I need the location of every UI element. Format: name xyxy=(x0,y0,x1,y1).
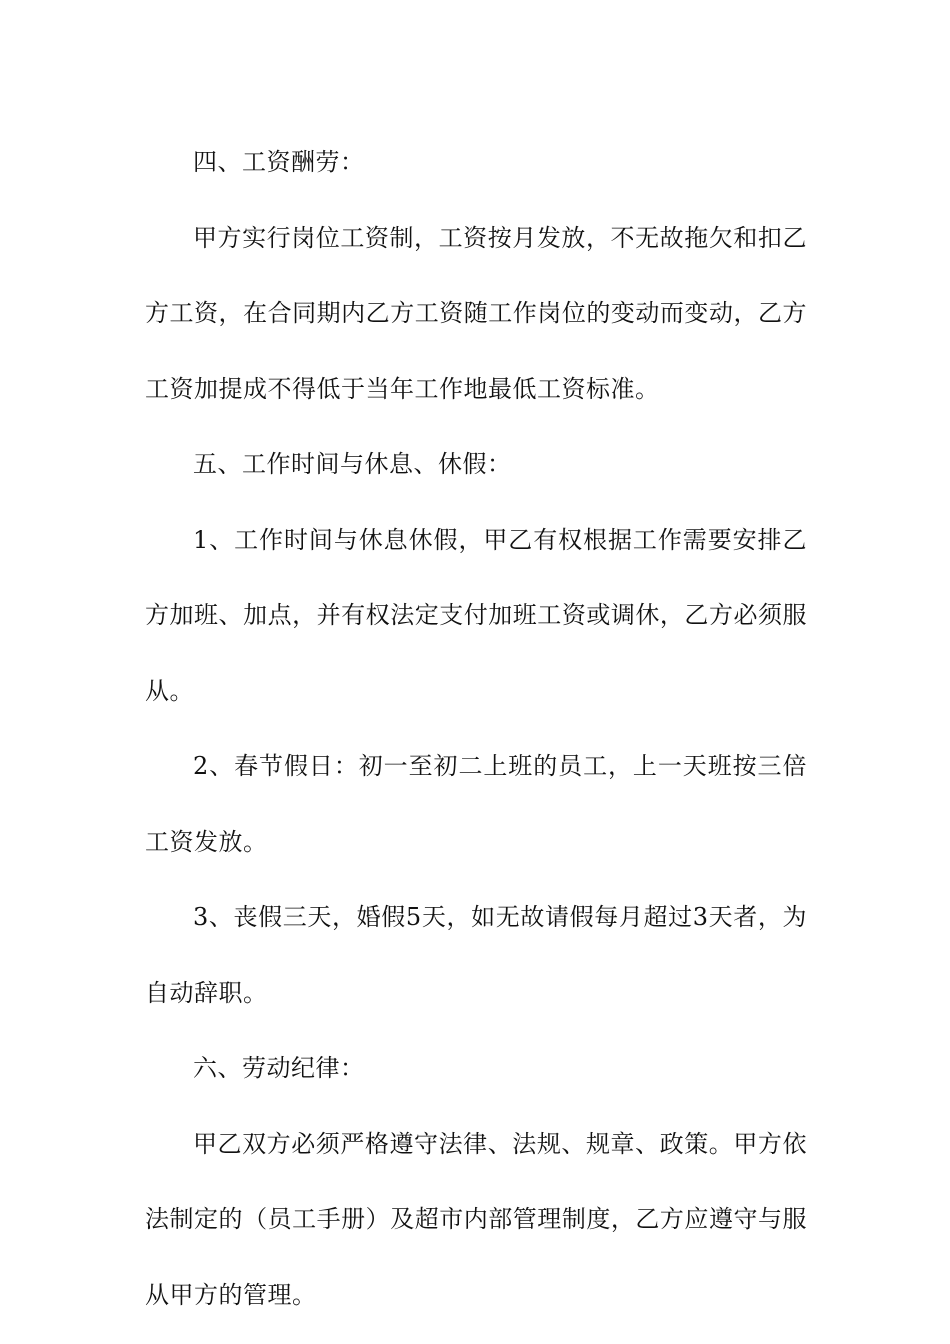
paragraph-leave: 3、丧假三天，婚假5天，如无故请假每月超过3天者，为自动辞职。 xyxy=(145,903,807,1007)
section-heading-discipline: 六、劳动纪律： xyxy=(193,1054,365,1082)
paragraph-overtime: 1、工作时间与休息休假，甲乙有权根据工作需要安排乙方加班、加点，并有权法定支付加班工资或调休，乙方必须服从。 xyxy=(145,525,807,705)
section-heading-wages: 四、工资酬劳： xyxy=(193,148,365,176)
document-body xyxy=(145,125,807,1333)
paragraph-spring-festival: 2、春节假日：初一至初二上班的员工，上一天班按三倍工资发放。 xyxy=(145,752,807,856)
section-heading-work-time: 五、工作时间与休息、休假： xyxy=(193,450,512,478)
paragraph-wages: 甲方实行岗位工资制，工资按月发放，不无故拖欠和扣乙方工资，在合同期内乙方工资随工作岗位的变动而变动，乙方工资加提成不得低于当年工作地最低工资标准。 xyxy=(145,223,807,403)
paragraph-discipline: 甲乙双方必须严格遵守法律、法规、规章、政策。甲方依法制定的（员工手册）及超市内部管理制度，乙方应遵守与服从甲方的管理。 xyxy=(145,1129,807,1309)
